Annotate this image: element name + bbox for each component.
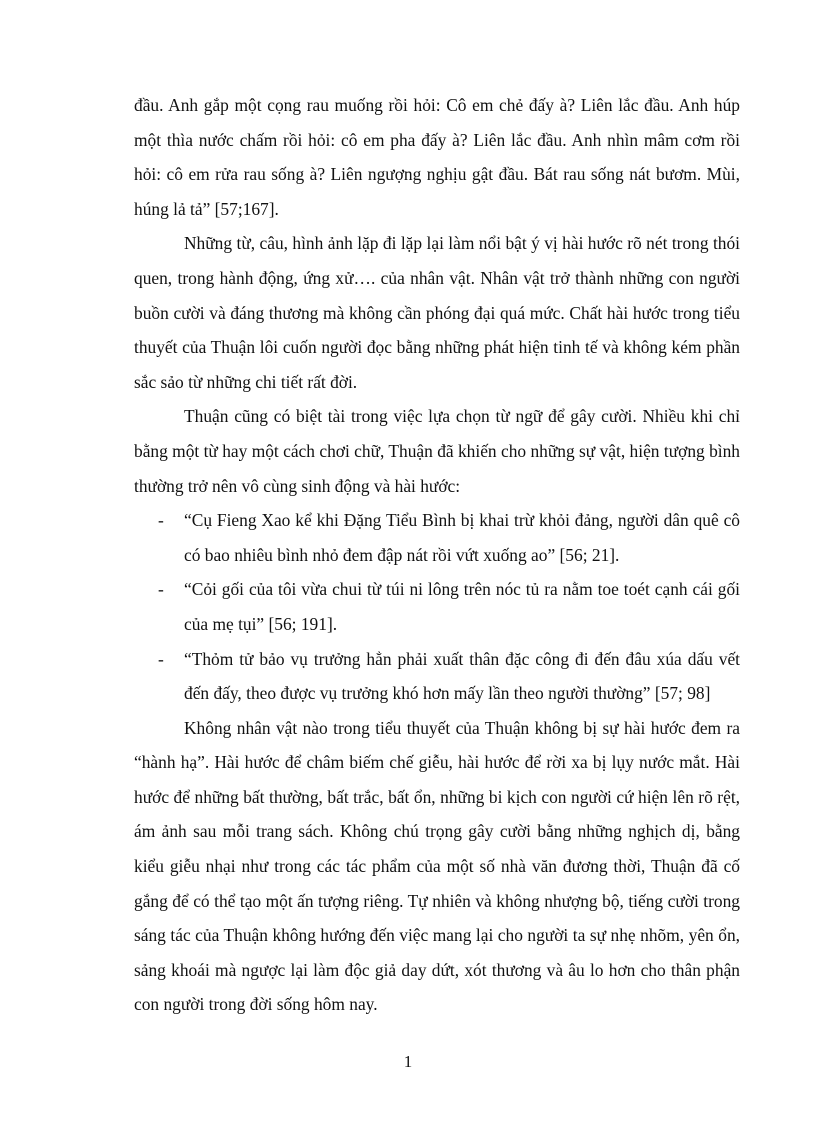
list-item xyxy=(134,503,740,572)
bullet-dash: - xyxy=(158,579,164,600)
paragraph-word-choice: Thuận cũng có biệt tài trong việc lựa chọn từ ngữ để gây cười. Nhiều khi chỉ bằng một từ hay một cách chơi chữ, Thuận đã khiến cho những sự vật, hiện tượng bình thường trở nên vô cùng sinh động và hài hước: xyxy=(134,406,740,496)
page-number: 1 xyxy=(403,1052,413,1071)
list-item xyxy=(134,642,740,711)
list-item xyxy=(134,572,740,641)
paragraph-conclusion: Không nhân vật nào trong tiểu thuyết của Thuận không bị sự hài hước đem ra “hành hạ”. Hài hước để châm biếm chế giễu, hài hước để rời xa bị lụy nước mắt. Hài hước để những bất thường, bất trắc, bất ổn, những bi kịch con người cứ hiện lên rõ rệt, ám ảnh sau mỗi trang sách. Không chú trọng gây cười bằng những nghịch dị, bằng kiểu giễu nhại như trong các tác phẩm của một số nhà văn đương thời, Thuận đã cố gắng để có thể tạo một ấn tượng riêng. Tự nhiên và không nhượng bộ, tiếng cười trong sáng tác của Thuận không hướng đến việc mang lại cho người ta sự nhẹ nhõm, yên ổn, sảng khoái mà ngược lại làm độc giả day dứt, xót thương và âu lo hơn cho thân phận con người trong đời sống hôm nay. xyxy=(134,717,740,1015)
paragraph-continued: đầu. Anh gắp một cọng rau muống rồi hỏi: Cô em chẻ đấy à? Liên lắc đầu. Anh húp một thìa nước chấm rồi hỏi: cô em pha đấy à? Liên lắc đầu. Anh nhìn mâm cơm rồi hỏi: cô em rửa rau sống à? Liên ngượng nghịu gật đầu. Bát rau sống nát bươm. Mùi, húng lả tả” [57;167]. xyxy=(134,95,740,219)
paragraph-repetition: Những từ, câu, hình ảnh lặp đi lặp lại làm nổi bật ý vị hài hước rõ nét trong thói quen, trong hành động, ứng xử…. của nhân vật. Nhân vật trở thành những con người buồn cười và đáng thương mà không cần phóng đại quá mức. Chất hài hước trong tiểu thuyết của Thuận lôi cuốn người đọc bằng những phát hiện tinh tế và không kém phần sắc sảo từ những chi tiết rất đời. xyxy=(134,233,740,392)
list-item-text: “Cỏi gối của tôi vừa chui từ túi ni lông trên nóc tủ ra nằm toe toét cạnh cái gối của mẹ tụi” [56; 191]. xyxy=(184,579,740,634)
list-item-text: “Cụ Fieng Xao kể khi Đặng Tiểu Bình bị khai trừ khỏi đảng, người dân quê cô có bao nhiêu bình nhỏ đem đập nát rồi vứt xuống ao” [56; 21]. xyxy=(184,510,740,565)
quote-list xyxy=(134,503,740,711)
document-body xyxy=(134,88,740,1022)
bullet-dash: - xyxy=(158,648,164,669)
list-item-text: “Thỏm tử bảo vụ trưởng hẳn phải xuất thân đặc công đi đến đâu xúa dấu vết đến đấy, theo được vụ trưởng khó hơn mấy lần theo người thường” [57; 98] xyxy=(184,648,740,704)
bullet-dash: - xyxy=(158,510,164,531)
